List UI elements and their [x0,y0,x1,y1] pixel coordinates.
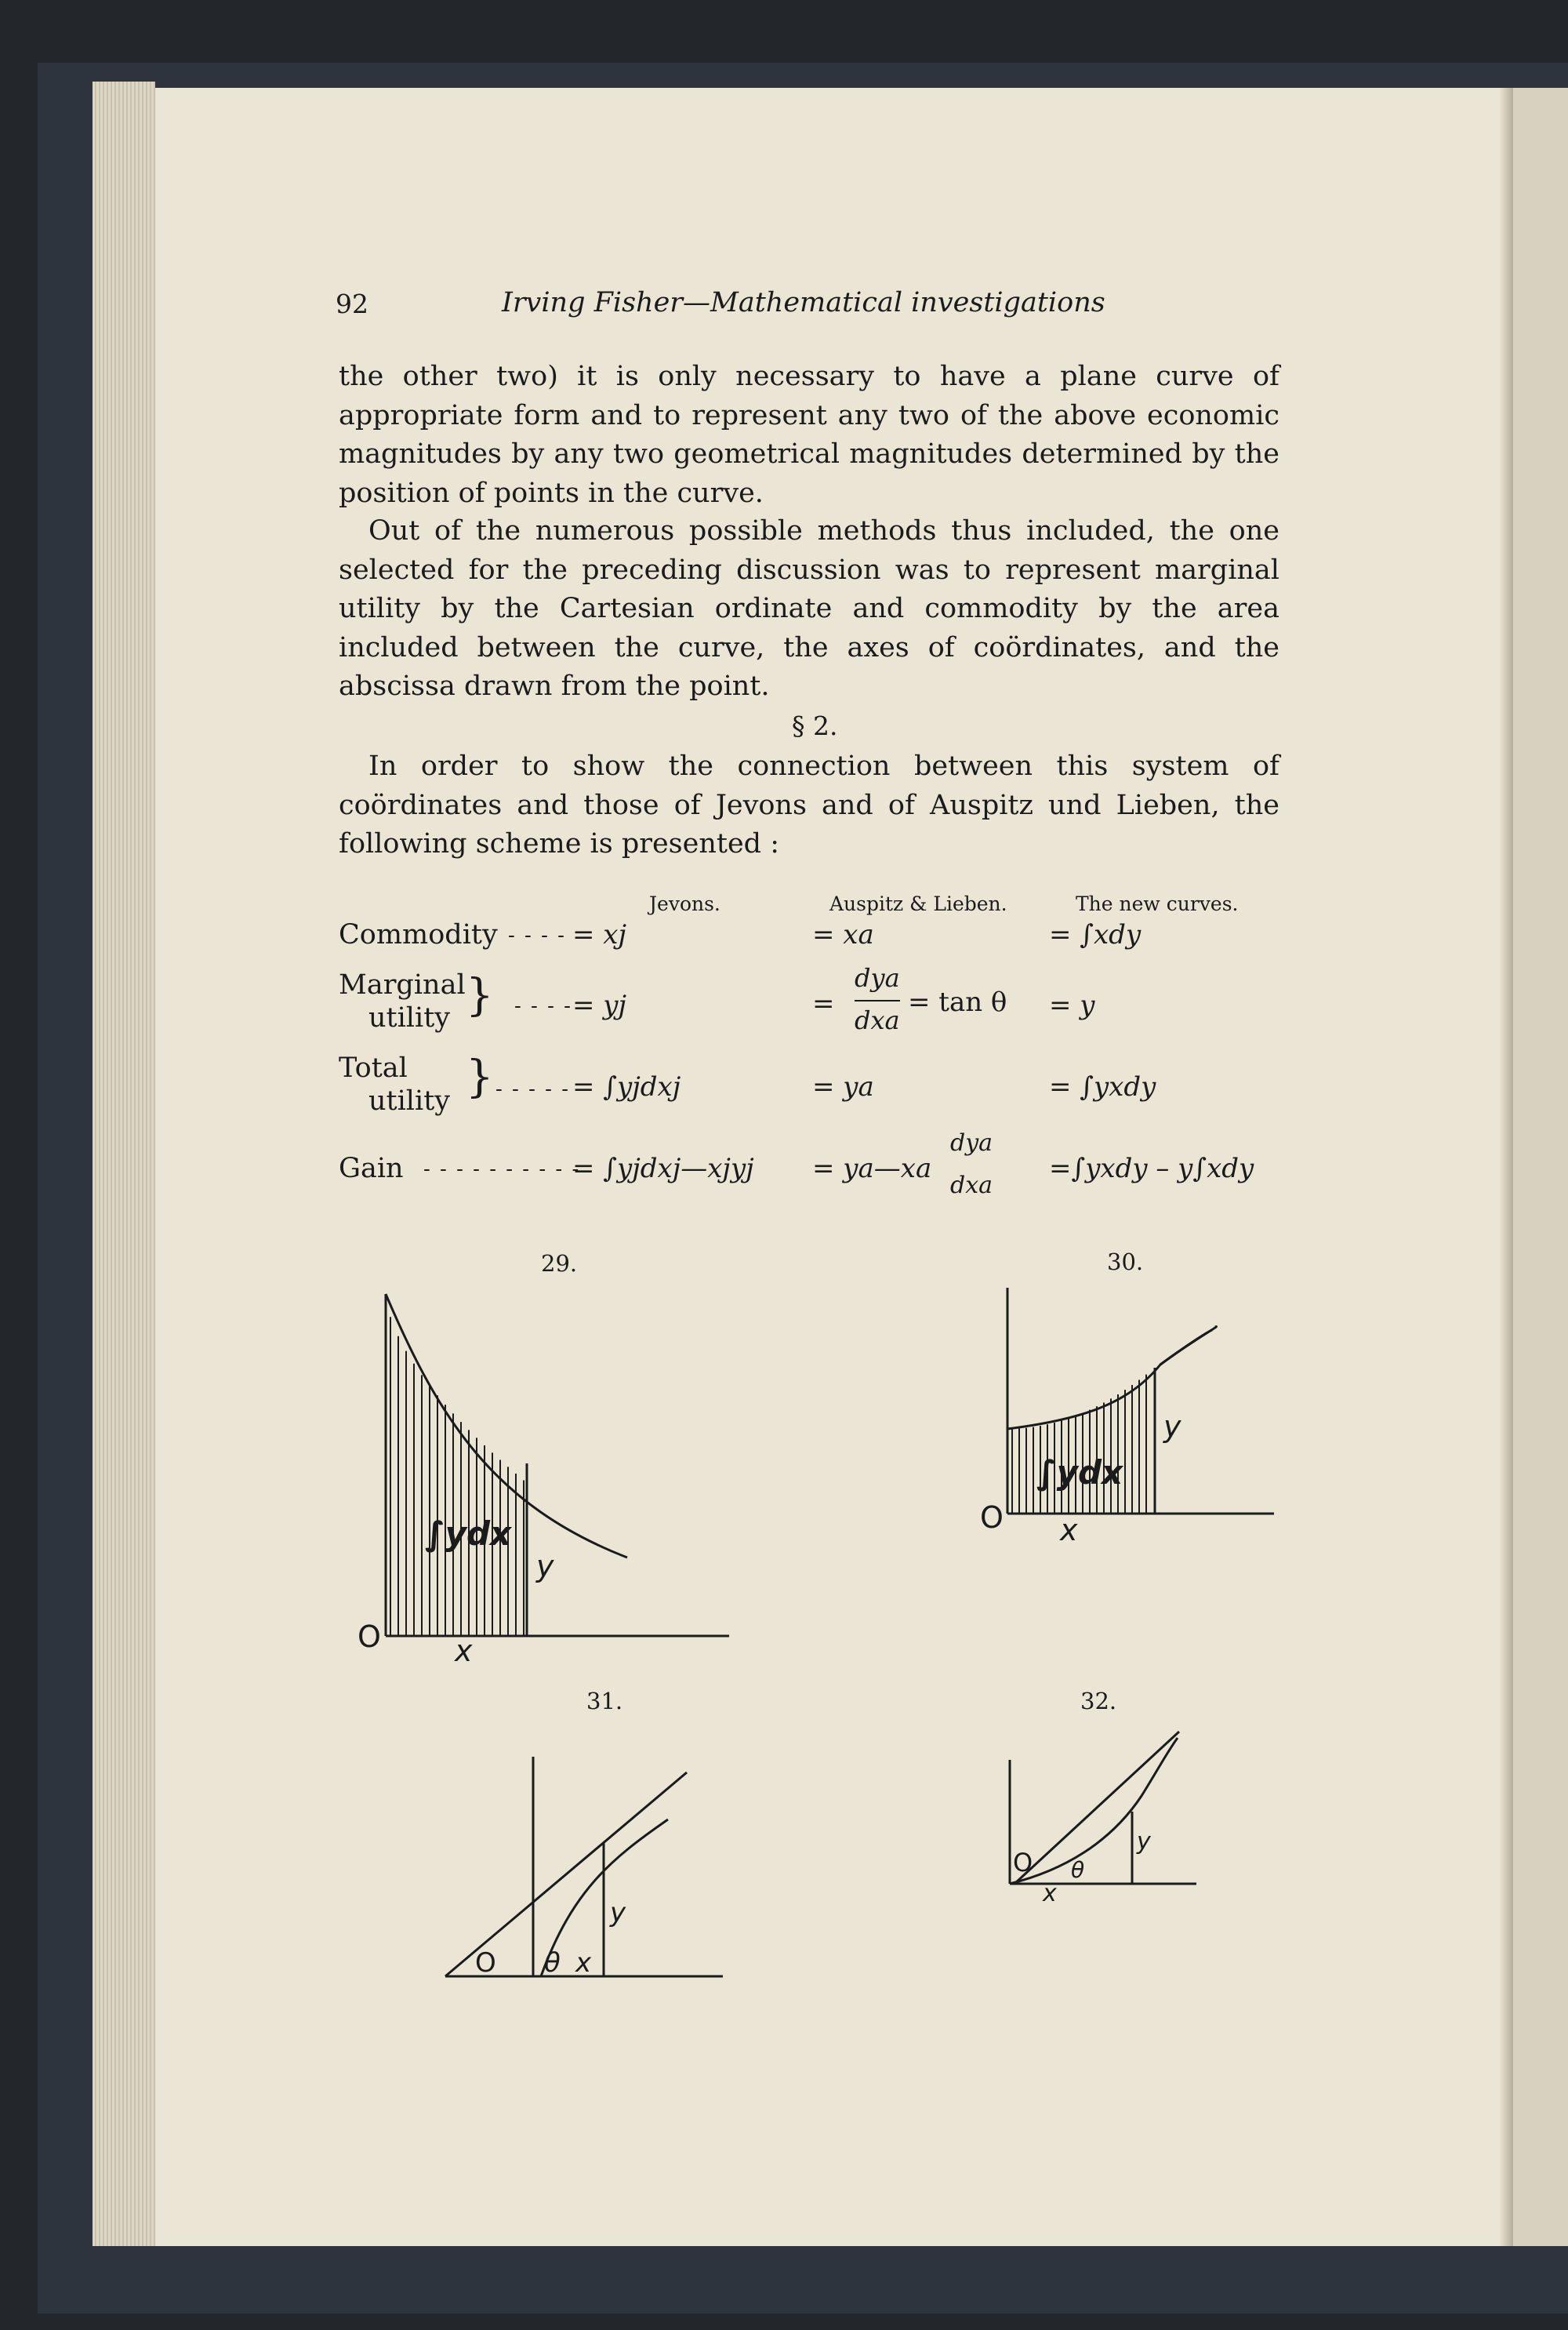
leader-dots: - - - - [508,924,566,947]
auspitz-gain-denominator: dxa [950,1172,993,1199]
x-label: x [1043,1880,1057,1907]
y-label: y [536,1549,554,1583]
y-label: y [1163,1409,1181,1444]
new-total: = ∫yxdy [1049,1071,1156,1103]
auspitz-commodity: = xa [812,919,874,951]
figure-29-number: 29. [541,1250,578,1277]
auspitz-total: = ya [812,1071,874,1103]
figure-31-number: 31. [586,1688,623,1714]
origin-label: O [980,1500,1004,1535]
col-head-jevons: Jevons. [649,892,720,915]
figure-32-number: 32. [1080,1688,1117,1714]
leader-dots: - - - - [514,994,572,1018]
figure-29 [345,1286,753,1668]
new-commodity: = ∫xdy [1049,919,1142,951]
paragraph-1: the other two) it is only necessary to have a plane curve of appropriate form and to represent any two of the above economic magnitudes by any two geometrical magnitudes determined by the position of points in the curve. [339,361,1279,509]
auspitz-gain-numerator: dya [950,1129,993,1157]
x-label: x [1060,1513,1078,1547]
equals-sign: = [812,988,835,1020]
section-mark: § 2. [792,711,838,741]
paragraph-2: Out of the numerous possible methods thus included, the one selected for the preceding discussion was to represent marginal utility by the Cartesian ordinate and commodity by the area included between the curve, the axes of coördinates, and the abscissa drawn from the point. [339,515,1279,702]
fraction-bar [855,1000,900,1001]
hatch-lines [390,1317,524,1636]
row-label-commodity: Commodity [339,919,498,951]
curve [1007,1327,1217,1429]
page-number: 92 [336,289,368,319]
auspitz-gain: = ya—xa [812,1153,932,1184]
x-label: x [575,1947,592,1979]
col-head-auspitz: Auspitz & Lieben. [829,892,1007,915]
row-label-utility: utility [368,1085,451,1117]
auspitz-marginal-denominator: dxa [855,1005,900,1035]
origin-label: O [1013,1848,1033,1877]
running-title: Irving Fisher—Mathematical investigations [502,287,1105,318]
auspitz-marginal-numerator: dya [855,963,900,993]
area-label: ∫ydx [1036,1453,1123,1492]
brace: } [466,1052,494,1103]
page-edges [93,82,155,2246]
area-label: ∫ydx [425,1514,512,1553]
jevons-total: = ∫yjdxj [572,1071,681,1103]
figure-32 [1000,1710,1220,1914]
auspitz-marginal-tan: = tan θ [908,987,1007,1018]
new-marginal: = y [1049,990,1095,1021]
x-label: x [455,1634,473,1668]
row-label-utility: utility [368,1002,451,1034]
jevons-marginal: = yj [572,990,627,1021]
leader-dots: - - - - - - - - - - [423,1158,581,1181]
angle-label: θ [1071,1857,1085,1883]
new-gain: =∫yxdy – y∫xdy [1049,1153,1254,1184]
facing-page [1512,88,1568,2246]
row-label-gain: Gain [339,1153,404,1184]
leader-dots: - - - - - [495,1078,570,1101]
row-label-total: Total [339,1052,408,1084]
figure-30-number: 30. [1107,1249,1144,1275]
y-label: y [1137,1828,1151,1856]
angle-label: θ [544,1947,561,1979]
brace: } [466,970,494,1021]
origin-label: O [358,1619,381,1654]
curve-end [1160,1330,1212,1365]
col-head-new: The new curves. [1076,892,1239,915]
origin-label: O [475,1947,496,1979]
figure-31 [439,1749,737,1984]
jevons-gain: = ∫yjdxj—xjyj [572,1153,754,1184]
y-label: y [610,1897,626,1928]
figure-30 [972,1278,1286,1545]
tangent-line [1014,1732,1179,1884]
paragraph-3: In order to show the connection between this system of coördinates and those of Jevons and of Auspitz und Lieben, the following scheme is presented : [339,751,1279,860]
tangent-line [445,1772,687,1976]
row-label-marginal: Marginal [339,969,466,1001]
jevons-commodity: = xj [572,919,627,951]
